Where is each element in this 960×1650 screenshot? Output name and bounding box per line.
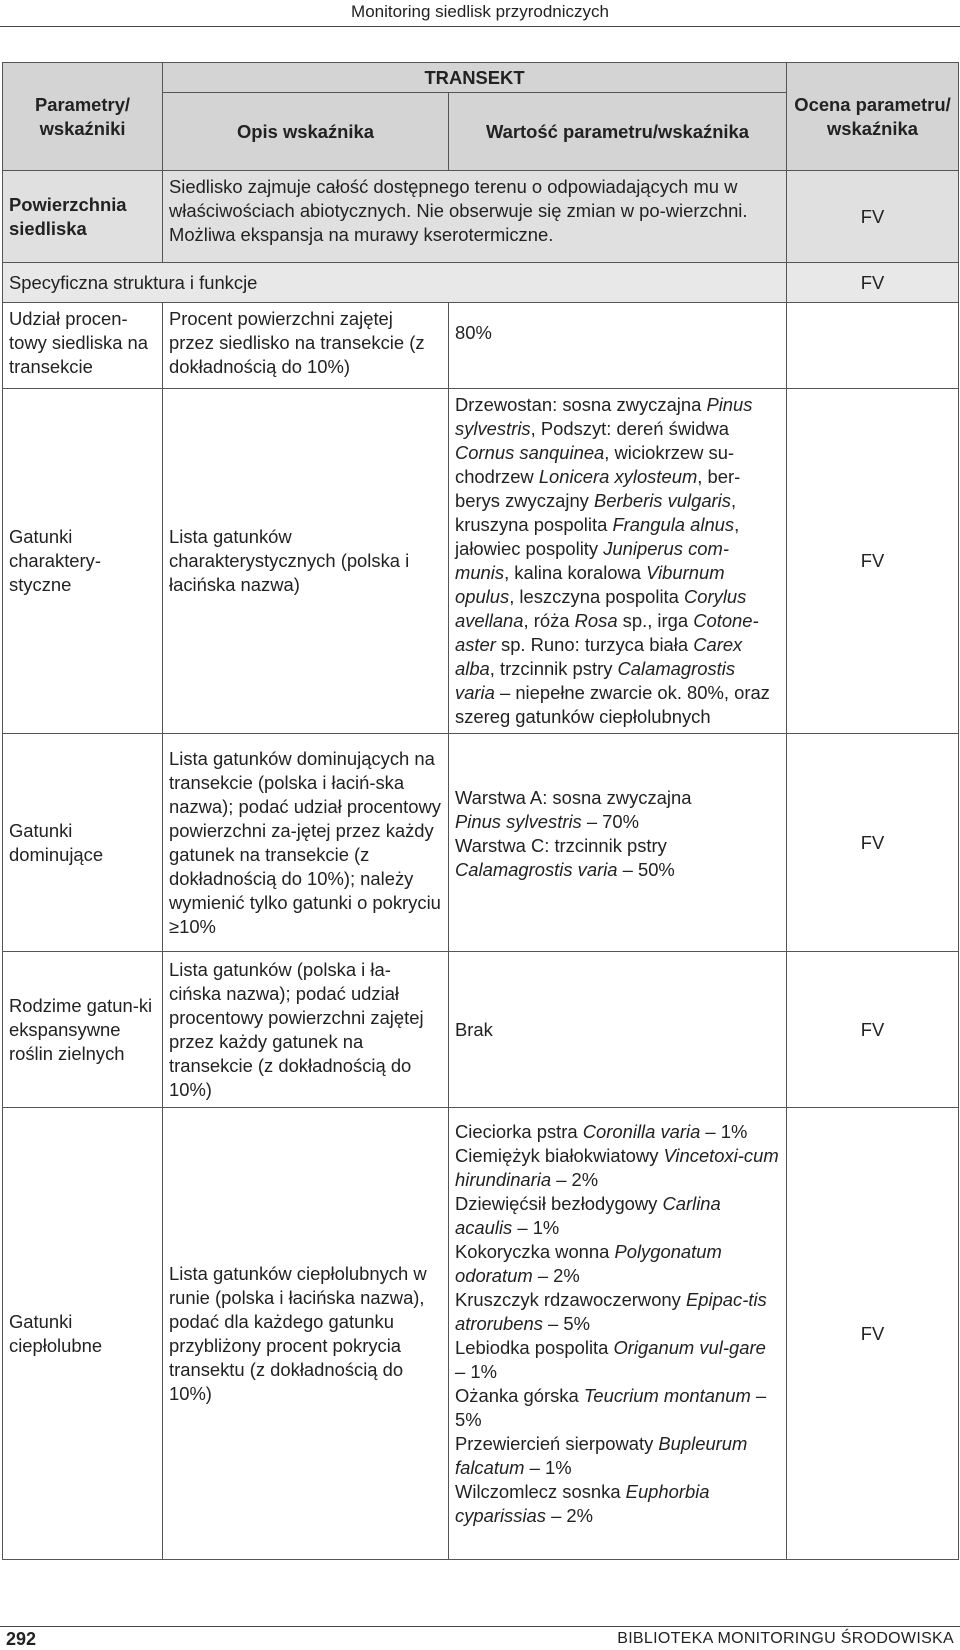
- species-pct: – 1%: [700, 1121, 748, 1142]
- species-pct: – 1%: [524, 1457, 572, 1478]
- text-run: , kruszyna pospolita: [455, 490, 737, 535]
- latin-name: Lonicera xylosteum: [538, 466, 698, 487]
- species-item: [455, 1144, 780, 1192]
- species-pl: Cieciorka pstra: [455, 1121, 583, 1142]
- species-pct: – 2%: [551, 1169, 599, 1190]
- text-run: – niepełne zwarcie ok. 80%, oraz szereg gatunków ciepłolubnych: [455, 682, 770, 727]
- latin-name: Calamagrostis varia: [455, 658, 736, 703]
- species-item: [455, 1288, 780, 1336]
- latin-name: Juniperus com-munis: [455, 538, 729, 583]
- latin-name: Pinus sylvestris: [455, 811, 582, 832]
- species-latin: Origanum vul-gare: [613, 1337, 766, 1358]
- section-row: [3, 263, 959, 303]
- text-run: , róża: [523, 610, 575, 631]
- species-item: [455, 1120, 780, 1144]
- opis-cell: Procent powierzchni zajętej przez siedlisko na transekcie (z dokładnością do 10%): [163, 303, 449, 389]
- species-item: [455, 1432, 780, 1480]
- text-run: , Podszyt: dereń świdwa: [530, 418, 729, 439]
- species-pct: – 2%: [545, 1505, 593, 1526]
- species-pl: Dziewięćsił bezłodygowy: [455, 1193, 663, 1214]
- header-parameters: Parametry/ wskaźniki: [3, 63, 163, 171]
- percent: – 50%: [617, 859, 675, 880]
- species-pct: – 5%: [542, 1313, 590, 1334]
- table-row: [3, 389, 959, 734]
- latin-name: Cotone-aster: [455, 610, 759, 655]
- text-run: , wiciokrzew su-chodrzew: [455, 442, 735, 487]
- species-pl: Wilczomlecz sosnka: [455, 1481, 626, 1502]
- species-pl: Przewiercień sierpowaty: [455, 1433, 659, 1454]
- species-latin: Polygonatum odoratum: [455, 1241, 722, 1286]
- layer-line: Warstwa C: trzcinnik pstry: [455, 835, 667, 856]
- species-latin: Bupleurum falcatum: [455, 1433, 748, 1478]
- latin-name: Cornus sanquinea: [455, 442, 605, 463]
- species-latin: Carlina acaulis: [455, 1193, 721, 1238]
- text-run: Drzewostan: sosna zwyczajna: [455, 394, 707, 415]
- latin-name: Berberis vulgaris: [594, 490, 731, 511]
- ocena-cell: FV: [787, 389, 959, 734]
- layer-line: [455, 858, 780, 882]
- species-latin: Coronilla varia: [582, 1121, 701, 1142]
- powierzchnia-row: [3, 171, 959, 263]
- percent: – 70%: [581, 811, 639, 832]
- species-latin: Epipac-tis atrorubens: [455, 1289, 767, 1334]
- page-footer: [0, 1626, 960, 1650]
- species-pct: – 1%: [455, 1361, 497, 1382]
- species-latin: Vincetoxi-cum hirundinaria: [455, 1145, 779, 1190]
- species-pl: Kokoryczka wonna: [455, 1241, 615, 1262]
- section-ocena: FV: [787, 263, 959, 303]
- table-row: [3, 1108, 959, 1560]
- assessment-table: [2, 62, 959, 1560]
- species-pct: – 5%: [455, 1385, 767, 1430]
- wartosc-cell: [449, 389, 787, 734]
- param-cell: Gatunki charaktery-styczne: [3, 389, 163, 734]
- opis-cell: Lista gatunków dominujących na transekcie (polska i łaciń-ska nazwa); podać udział procentowy powierzchni za-jętej przez każdy gatunek na transekcie (z dokładnością do 10%); należy wymienić tylko gatunki o pokryciu ≥10%: [163, 734, 449, 952]
- species-item: [455, 1384, 780, 1432]
- running-head: Monitoring siedlisk przyrodniczych: [0, 0, 960, 27]
- param-cell: Gatunki ciepłolubne: [3, 1108, 163, 1560]
- text-run: , leszczyna pospolita: [509, 586, 685, 607]
- assessment-table-wrapper: [2, 62, 958, 1560]
- header-wartosc: Wartość parametru/wskaźnika: [449, 93, 787, 171]
- section-label: Specyficzna struktura i funkcje: [3, 263, 787, 303]
- header-ocena: Ocena parametru/ wskaźnika: [787, 63, 959, 171]
- opis-cell: Lista gatunków ciepłolubnych w runie (polska i łacińska nazwa), podać dla każdego gatunku przybliżony procent pokrycia transektu (z dokładnością do 10%): [163, 1108, 449, 1560]
- wartosc-cell: [449, 734, 787, 952]
- text-run: sp. Runo: turzyca biała: [495, 634, 694, 655]
- latin-name: Frangula alnus: [612, 514, 735, 535]
- table-row: [3, 952, 959, 1108]
- powierzchnia-label: Powierzchnia siedliska: [3, 171, 163, 263]
- opis-cell: Lista gatunków (polska i ła-cińska nazwa); podać udział procentowy powierzchni zajętej przez każdy gatunek na transekcie (z dokładnością do 10%): [163, 952, 449, 1108]
- species-pct: – 2%: [532, 1265, 580, 1286]
- ocena-cell: FV: [787, 734, 959, 952]
- latin-name: Corylus avellana: [455, 586, 747, 631]
- species-pl: Ożanka górska: [455, 1385, 584, 1406]
- header-transekt: TRANSEKT: [163, 63, 787, 93]
- species-item: [455, 1240, 780, 1288]
- species-item: [455, 1480, 780, 1528]
- species-item: [455, 1192, 780, 1240]
- wartosc-cell: [449, 1108, 787, 1560]
- species-pl: Kruszczyk rdzawoczerwony: [455, 1289, 686, 1310]
- text-run: sp., irga: [617, 610, 694, 631]
- header-opis: Opis wskaźnika: [163, 93, 449, 171]
- ocena-cell: FV: [787, 1108, 959, 1560]
- layer-line: [455, 810, 780, 834]
- series-title: BIBLIOTEKA MONITORINGU ŚRODOWISKA: [617, 1630, 954, 1647]
- latin-name: Rosa: [574, 610, 618, 631]
- table-row: [3, 734, 959, 952]
- latin-name: Viburnum opulus: [455, 562, 725, 607]
- powierzchnia-text: Siedlisko zajmuje całość dostępnego terenu o odpowiadających mu w właściwościach abiotycznych. Nie obserwuje się zmian w po-wierzchni. Możliwa ekspansja na murawy kserotermiczne.: [163, 171, 787, 263]
- ocena-cell: FV: [787, 952, 959, 1108]
- species-item: [455, 1336, 780, 1384]
- opis-cell: Lista gatunków charakterystycznych (polska i łacińska nazwa): [163, 389, 449, 734]
- text-run: , ber-berys zwyczajny: [455, 466, 741, 511]
- param-cell: Udział procen-towy siedliska na transekcie: [3, 303, 163, 389]
- wartosc-cell: 80%: [449, 303, 787, 389]
- latin-name: Carex alba: [455, 634, 743, 679]
- param-cell: Gatunki dominujące: [3, 734, 163, 952]
- table-row: [3, 303, 959, 389]
- text-run: , kalina koralowa: [504, 562, 647, 583]
- text-run: , trzcinnik pstry: [489, 658, 618, 679]
- ocena-cell: [787, 303, 959, 389]
- latin-name: Pinus sylvestris: [455, 394, 753, 439]
- species-latin: Teucrium montanum: [583, 1385, 751, 1406]
- param-cell: Rodzime gatun-ki ekspansywne roślin zielnych: [3, 952, 163, 1108]
- species-pct: – 1%: [512, 1217, 560, 1238]
- text-run: , jałowiec pospolity: [455, 514, 740, 559]
- powierzchnia-ocena: FV: [787, 171, 959, 263]
- species-pl: Lebiodka pospolita: [455, 1337, 614, 1358]
- page-number: 292: [6, 1629, 37, 1649]
- layer-line: Warstwa A: sosna zwyczajna: [455, 787, 692, 808]
- wartosc-cell: Brak: [449, 952, 787, 1108]
- species-pl: Ciemiężyk białokwiatowy: [455, 1145, 664, 1166]
- latin-name: Calamagrostis varia: [455, 859, 618, 880]
- species-latin: Euphorbia cyparissias: [455, 1481, 710, 1526]
